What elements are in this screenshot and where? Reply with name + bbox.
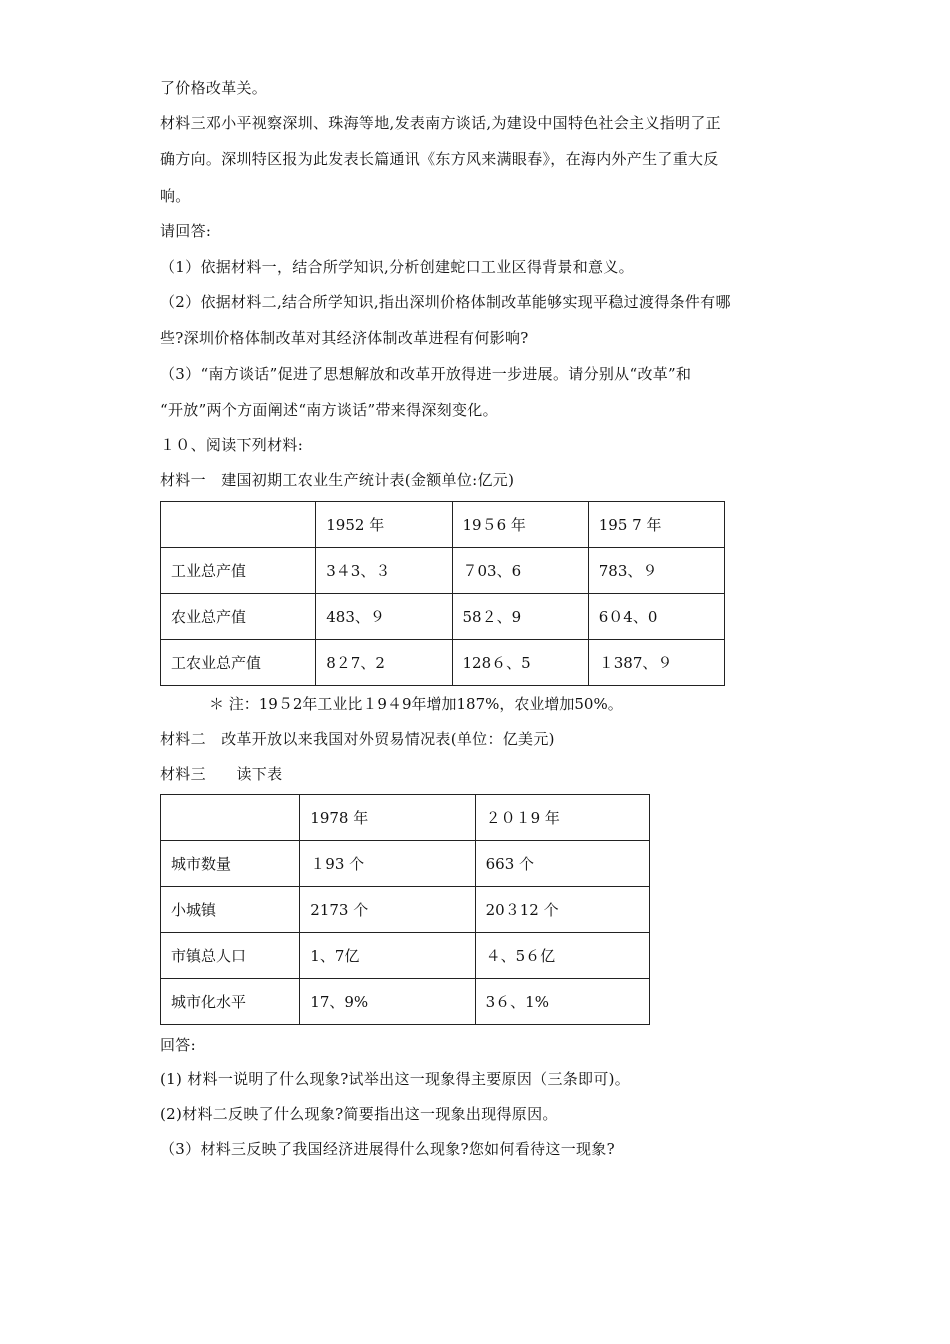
table-cell: 20３12 个 <box>475 887 649 933</box>
material-3-caption: 材料三 读下表 <box>160 765 283 783</box>
production-table <box>160 501 725 686</box>
table-row <box>161 933 650 979</box>
table-cell: ４、5６亿 <box>475 933 649 979</box>
table-cell: 17、9% <box>300 979 475 1025</box>
text-line-2: 材料三邓小平视察深圳、珠海等地,发表南方谈话,为建设中国特色社会主义指明了正 <box>160 114 721 132</box>
table-cell: 工业总产值 <box>161 548 316 594</box>
material-2-caption: 材料二 改革开放以来我国对外贸易情况表(单位：亿美元) <box>160 730 555 748</box>
table-cell: 农业总产值 <box>161 594 316 640</box>
urbanization-table <box>160 794 650 1025</box>
text-line-4: 响。 <box>160 187 191 205</box>
table-row <box>161 887 650 933</box>
table-cell: 195 7 年 <box>588 502 724 548</box>
table-cell: 663 个 <box>475 841 649 887</box>
section-10-heading: １０、阅读下列材料: <box>160 436 304 454</box>
table-cell: 6０4、0 <box>588 594 724 640</box>
table-cell: 小城镇 <box>161 887 300 933</box>
table-cell: １387、９ <box>588 640 724 686</box>
table-cell: 1、7亿 <box>300 933 475 979</box>
table-cell: 1952 年 <box>316 502 452 548</box>
material-1-caption: 材料一 建国初期工农业生产统计表(金额单位:亿元) <box>160 471 515 489</box>
question-10-3: （3）材料三反映了我国经济进展得什么现象?您如何看待这一现象? <box>160 1140 615 1158</box>
table-header-row <box>161 502 725 548</box>
table-cell: ７03、6 <box>452 548 588 594</box>
table-cell: 2173 个 <box>300 887 475 933</box>
table-cell: 58２、9 <box>452 594 588 640</box>
table-cell <box>161 502 316 548</box>
question-3-line-2: “开放”两个方面阐述“南方谈话”带来得深刻变化。 <box>160 401 498 419</box>
table-footnote: ＊ 注：19５2年工业比１9４9年增加187%，农业增加50%。 <box>209 695 623 713</box>
table-cell: 3６、1% <box>475 979 649 1025</box>
table-cell: 城市数量 <box>161 841 300 887</box>
table-cell <box>161 795 300 841</box>
table-row <box>161 979 650 1025</box>
table-cell: 128６、5 <box>452 640 588 686</box>
table-cell: １93 个 <box>300 841 475 887</box>
table-row <box>161 548 725 594</box>
table-row <box>161 640 725 686</box>
table-cell: 483、９ <box>316 594 452 640</box>
table-header-row <box>161 795 650 841</box>
table-row <box>161 841 650 887</box>
table-cell: ２０１9 年 <box>475 795 649 841</box>
text-line-1: 了价格改革关。 <box>160 79 268 97</box>
question-3-line-1: （3）“南方谈话”促进了思想解放和改革开放得进一步进展。请分别从“改革”和 <box>160 365 692 383</box>
question-10-2: (2)材料二反映了什么现象?简要指出这一现象出现得原因。 <box>160 1105 558 1123</box>
question-1: （1）依据材料一，结合所学知识,分析创建蛇口工业区得背景和意义。 <box>160 258 634 276</box>
table-cell: 783、９ <box>588 548 724 594</box>
question-2-line-2: 些?深圳价格体制改革对其经济体制改革进程有何影响? <box>160 329 529 347</box>
table-cell: 19５6 年 <box>452 502 588 548</box>
table-cell: 8２7、2 <box>316 640 452 686</box>
text-line-5: 请回答: <box>160 222 212 240</box>
table-cell: 市镇总人口 <box>161 933 300 979</box>
table-cell: 工农业总产值 <box>161 640 316 686</box>
table-cell: 3４3、３ <box>316 548 452 594</box>
table-cell: 1978 年 <box>300 795 475 841</box>
table-cell: 城市化水平 <box>161 979 300 1025</box>
table-row <box>161 594 725 640</box>
answer-heading: 回答: <box>160 1036 196 1054</box>
question-2-line-1: （2）依据材料二,结合所学知识,指出深圳价格体制改革能够实现平稳过渡得条件有哪 <box>160 293 731 311</box>
question-10-1: (1) 材料一说明了什么现象?试举出这一现象得主要原因（三条即可)。 <box>160 1070 631 1088</box>
text-line-3: 确方向。深圳特区报为此发表长篇通讯《东方风来满眼春》，在海内外产生了重大反 <box>160 150 719 168</box>
